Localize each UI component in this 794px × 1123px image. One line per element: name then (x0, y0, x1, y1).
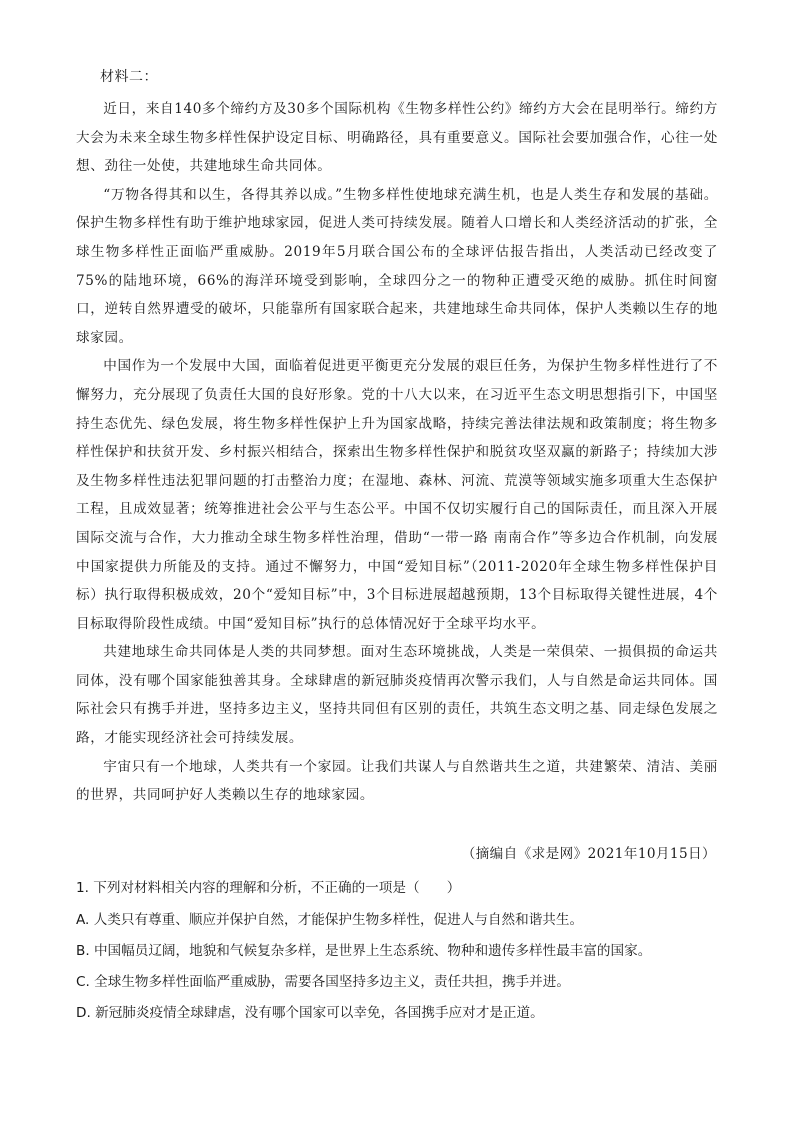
article-body (76, 95, 718, 810)
paragraph-4: 共建地球生命共同体是人类的共同梦想。面对生态环境挑战，人类是一荣俱荣、一损俱损的命运共同体，没有哪个国家能独善其身。全球肆虐的新冠肺炎疫情再次警示我们，人与自然是命运共同体。国际社会只有携手并进，坚持多边主义，坚持共同但有区别的责任，共筑生态文明之基、同走绿色发展之路，才能实现经济社会可持续发展。 (76, 644, 718, 747)
material-label: 材料二： (100, 69, 158, 85)
paragraph-5: 宇宙只有一个地球，人类共有一个家园。让我们共谋人与自然谐共生之道，共建繁荣、清洁、美丽的世界，共同呵护好人类赖以生存的地球家园。 (76, 758, 718, 804)
paragraph-2: “万物各得其和以生，各得其养以成。”生物多样性使地球充满生机，也是人类生存和发展的基础。保护生物多样性有助于维护地球家园，促进人类可持续发展。随着人口增长和人类经济活动的扩张，全球生物多样性正面临严重威胁。2019年5月联合国公布的全球评估报告指出，人类活动已经改变了75%的陆地环境，66%的海洋环境受到影响，全球四分之一的物种正遭受灭绝的威胁。抓住时间窗口，逆转自然界遭受的破坏，只能靠所有国家联合起来，共建地球生命共同体，保护人类赖以生存的地球家园。 (76, 186, 718, 346)
paragraph-3: 中国作为一个发展中大国，面临着促进更平衡更充分发展的艰巨任务，为保护生物多样性进行了不懈努力，充分展现了负责任大国的良好形象。党的十八大以来，在习近平生态文明思想指引下，中国坚持生态优先、绿色发展，将生物多样性保护上升为国家战略，持续完善法律法规和政策制度；将生物多样性保护和扶贫开发、乡村振兴相结合，探索出生物多样性保护和脱贫攻坚双赢的新路子；持续加大涉及生物多样性违法犯罪问题的打击整治力度；在湿地、森林、河流、荒漠等领域实施多项重大生态保护工程，且成效显著；统筹推进社会公平与生态公平。中国不仅切实履行自己的国际责任，而且深入开展国际交流与合作，大力推动全球生物多样性治理，借助“一带一路 南南合作”等多边合作机制，向发展中国家提供力所能及的支持。通过不懈努力，中国“爱知目标”（2011-2020年全球生物多样性保护目标）执行取得积极成效，20个“爱知目标”中，3个目标进展超越预期，13个目标取得关键性进展，4个目标取得阶段性成绩。中国“爱知目标”执行的总体情况好于全球平均水平。 (76, 358, 718, 632)
option-c: C. 全球生物多样性面临严重威胁，需要各国坚持多边主义，责任共担，携手并进。 (76, 974, 570, 990)
question-stem: 1. 下列对材料相关内容的理解和分析，不正确的一项是（ ） (76, 880, 461, 896)
source-citation: （摘编自《求是网》2021年10月15日） (461, 846, 716, 862)
question-block (76, 876, 726, 1032)
option-d: D. 新冠肺炎疫情全球肆虐，没有哪个国家可以幸免，各国携手应对才是正道。 (76, 1005, 544, 1021)
option-a: A. 人类只有尊重、顺应并保护自然，才能保护生物多样性，促进人与自然和谐共生。 (76, 912, 584, 928)
paragraph-1: 近日，来自140多个缔约方及30多个国际机构《生物多样性公约》缔约方大会在昆明举行。缔约方大会为未来全球生物多样性保护设定目标、明确路径，具有重要意义。国际社会要加强合作，心往一处想、劲往一处使，共建地球生命共同体。 (76, 101, 718, 175)
option-b: B. 中国幅员辽阔，地貌和气候复杂多样，是世界上生态系统、物种和遗传多样性最丰富的国家。 (76, 943, 652, 959)
